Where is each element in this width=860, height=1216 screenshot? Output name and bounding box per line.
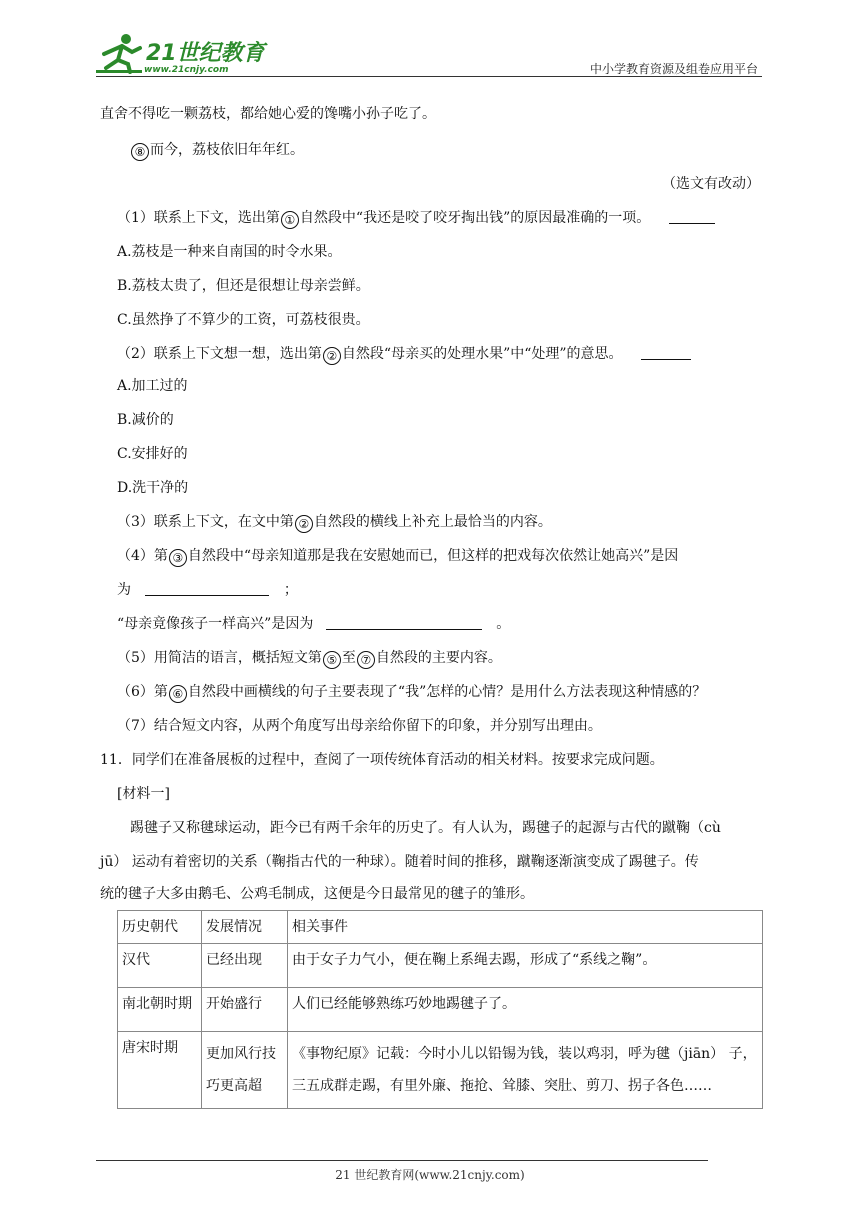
site-logo[interactable]	[96, 32, 276, 76]
option[interactable]: D.洗干净的	[117, 480, 189, 496]
history-table	[117, 910, 763, 1109]
material-label: [材料一]	[117, 786, 170, 802]
table-cell: 开始盛行	[202, 988, 288, 1032]
platform-title: 中小学教育资源及组卷应用平台	[589, 62, 758, 76]
question-text: 自然段的横线上补充上最恰当的内容。	[313, 514, 552, 530]
table-cell: 《事物纪原》记载：今时小儿以铅锡为钱，装以鸡羽，呼为毽（jiān） 子，三五成群走踢，有里外廉、拖抢、耸膝、突肚、剪刀、拐子各色……	[288, 1032, 763, 1109]
page-header	[96, 28, 762, 78]
paragraph-number: ②	[295, 515, 313, 533]
table-header-row	[118, 911, 763, 944]
question-4	[117, 546, 678, 567]
option[interactable]: C.虽然挣了不算少的工资，可荔枝很贵。	[117, 312, 370, 328]
material-paragraph-line: 统的毽子大多由鹅毛、公鸡毛制成，这便是今日最常见的毽子的雏形。	[100, 886, 534, 902]
question-1	[117, 208, 715, 229]
table-row	[118, 988, 763, 1032]
question-text: 自然段中“我还是咬了咬牙掏出钱”的原因最准确的一项。	[299, 210, 651, 226]
answer-blank[interactable]	[641, 345, 691, 360]
answer-blank[interactable]	[669, 209, 715, 224]
question-text: 自然段“母亲买的处理水果”中“处理”的意思。	[341, 346, 623, 362]
passage-line: 直舍不得吃一颗荔枝，都给她心爱的馋嘴小孙子吃了。	[100, 106, 436, 122]
option[interactable]: A.荔枝是一种来自南国的时令水果。	[117, 244, 342, 260]
table-row	[118, 1032, 763, 1109]
question-text: 自然段中“母亲知道那是我在安慰她而已，但这样的把戏每次依然让她高兴”是因	[187, 548, 679, 564]
question-text: （3）联系上下文，在文中第	[117, 514, 294, 530]
paragraph-number: ⑧	[131, 143, 149, 161]
table-row	[118, 944, 763, 988]
question-text: （6）第	[117, 684, 168, 700]
paragraph-number: ⑦	[357, 651, 375, 669]
table-cell: 已经出现	[202, 944, 288, 988]
table-cell: 南北朝时期	[118, 988, 202, 1032]
question-text: （1）联系上下文，选出第	[117, 210, 280, 226]
question-11-intro: 11．同学们在准备展板的过程中，查阅了一项传统体育活动的相关材料。按要求完成问题。	[100, 752, 664, 768]
paragraph-text: 而今，荔枝依旧年年红。	[150, 142, 304, 158]
paragraph-number: ①	[281, 211, 299, 229]
option[interactable]: C.安排好的	[117, 446, 188, 462]
paragraph-number: ③	[169, 549, 187, 567]
question-text: 自然段的主要内容。	[375, 650, 502, 666]
page-footer[interactable]: 21 世纪教育网(www.21cnjy.com)	[335, 1168, 525, 1182]
question-text: 至	[341, 650, 356, 666]
option[interactable]: A.加工过的	[117, 378, 188, 394]
table-header-cell: 历史朝代	[118, 911, 202, 944]
answer-blank[interactable]	[145, 581, 269, 596]
question-text: （5）用简洁的语言，概括短文第	[117, 650, 322, 666]
question-text: （2）联系上下文想一想，选出第	[117, 346, 322, 362]
paragraph-number: ②	[323, 347, 341, 365]
material-paragraph-line: jū） 运动有着密切的关系（鞠指古代的一种球）。随着时间的推移，蹴鞠逐渐演变成了踢毽子。传	[100, 854, 699, 870]
question-text: “母亲竟像孩子一样高兴”是因为	[117, 616, 314, 632]
option[interactable]: B.减价的	[117, 412, 174, 428]
question-text: 自然段中画横线的句子主要表现了“我”怎样的心情？是用什么方法表现这种情感的？	[187, 684, 707, 700]
table-cell: 更加风行技巧更高超	[202, 1032, 288, 1109]
punctuation: ；	[283, 582, 298, 598]
runner-logo-icon	[96, 32, 144, 74]
punctuation: 。	[496, 616, 511, 632]
source-note: （选文有改动）	[662, 176, 760, 192]
question-6	[117, 682, 706, 703]
paragraph-number: ⑤	[323, 651, 341, 669]
table-cell: 人们已经能够熟练巧妙地踢毽子了。	[288, 988, 763, 1032]
table-cell: 唐宋时期	[118, 1032, 202, 1109]
logo-url: www.21cnjy.com	[144, 65, 229, 75]
question-text: （4）第	[117, 548, 168, 564]
footer-divider	[96, 1160, 708, 1161]
answer-blank[interactable]	[326, 615, 482, 630]
paragraph-number: ⑥	[169, 685, 187, 703]
logo-text: 21世纪教育	[146, 41, 265, 66]
question-2	[117, 344, 691, 365]
question-7: （7）结合短文内容，从两个角度写出母亲给你留下的印象，并分别写出理由。	[117, 718, 602, 734]
table-cell: 由于女子力气小，便在鞠上系绳去踢，形成了“系线之鞠”。	[288, 944, 763, 988]
question-text: 为	[117, 582, 131, 598]
header-divider	[96, 76, 762, 77]
table-header-cell: 发展情况	[202, 911, 288, 944]
table-header-cell: 相关事件	[288, 911, 763, 944]
table-cell: 汉代	[118, 944, 202, 988]
material-paragraph-line: 踢毽子又称毽球运动，距今已有两千余年的历史了。有人认为，踢毽子的起源与古代的蹴鞠（cù	[130, 820, 721, 836]
paragraph-8	[130, 140, 304, 161]
question-5	[117, 648, 502, 669]
question-4-line3	[117, 614, 510, 634]
question-3	[117, 512, 552, 533]
option[interactable]: B.荔枝太贵了，但还是很想让母亲尝鲜。	[117, 278, 370, 294]
question-4-line2	[117, 580, 298, 600]
